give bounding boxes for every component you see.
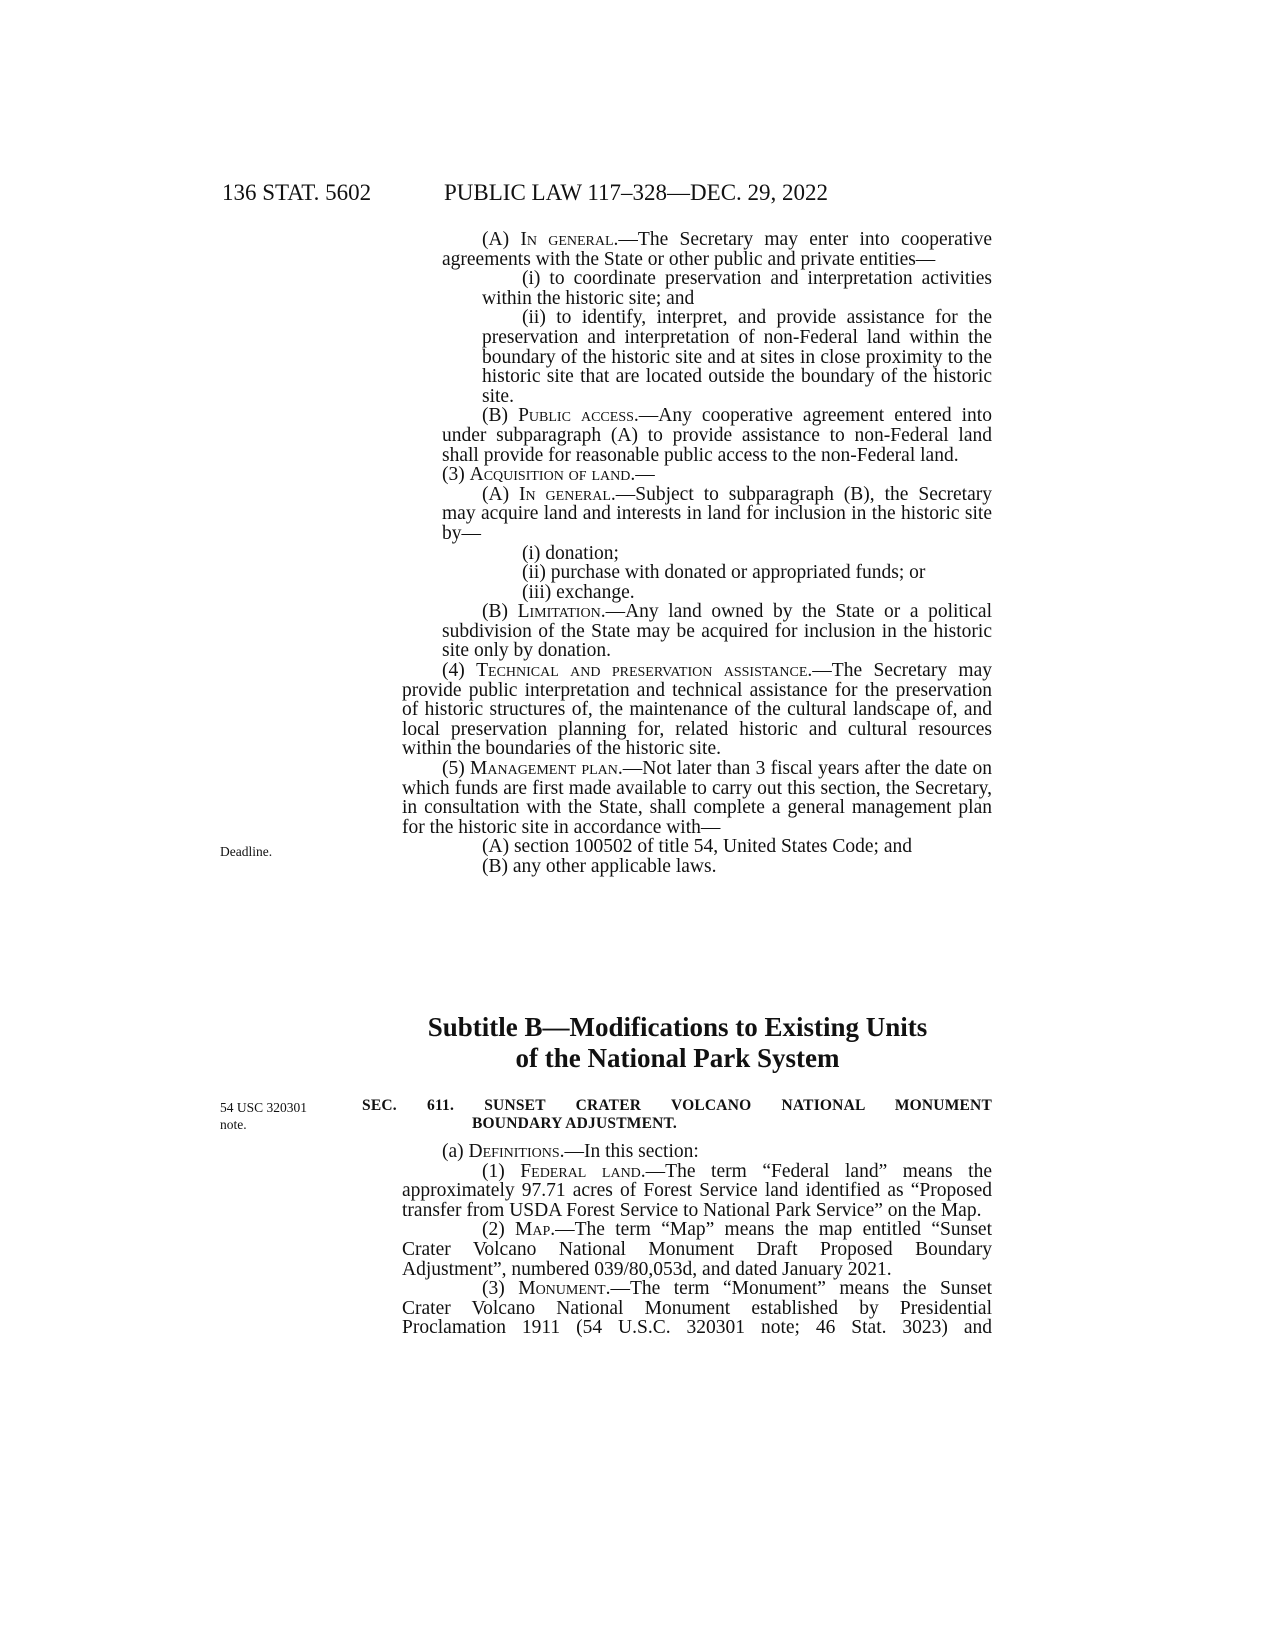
paragraph-5A: (A) section 100502 of title 54, United States Code; and (482, 836, 913, 858)
statute-body-section-611 (402, 1142, 992, 1338)
paragraph-4: (4) Technical and preservation assistance.—The Secretary may provide public interpretation and technical assistance for the preservation of historic structures of, the maintenance of the cultural landscape of, and local preservation planning for, related historic and cultural resources within the boundaries of the historic site. (402, 660, 993, 760)
paragraph-3B: (B) Limitation.—Any land owned by the State or a political subdivision of the State may be acquired for inclusion in the historic site only by donation. (442, 601, 992, 662)
paragraph-3A: (A) In general.—Subject to subparagraph (B), the Secretary may acquire land and interests in land for inclusion in the historic site by— (442, 483, 992, 544)
section-heading-line-2: BOUNDARY ADJUSTMENT. (472, 1115, 677, 1132)
section-heading (362, 1097, 992, 1133)
stat-page-number: 136 STAT. 5602 (222, 180, 372, 205)
definition-3: (3) Monument.—The term “Monument” means the Sunset Crater Volcano National Monument established by Presidential Proclamation 1911 (54 U.S.C. 320301 note; 46 Stat. 3023) and (402, 1278, 992, 1339)
subtitle-line-2: of the National Park System (515, 1043, 840, 1073)
definition-2: (2) Map.—The term “Map” means the map entitled “Sunset Crater Volcano National Monument Draft Proposed Boundary Adjustment”, numbered 039/80,053d, and dated January 2021. (402, 1219, 992, 1280)
paragraph-5: (5) Management plan.—Not later than 3 fiscal years after the date on which funds are first made available to carry out this section, the Secretary, in consultation with the State, shall complete a general management plan for the historic site in accordance with— (402, 758, 992, 838)
margin-note-usc-ref (220, 1099, 307, 1133)
law-title-header: PUBLIC LAW 117–328—DEC. 29, 2022 (444, 180, 829, 205)
margin-note-deadline: Deadline. (220, 844, 273, 859)
statute-body-top (402, 230, 992, 877)
definition-1: (1) Federal land.—The term “Federal land” means the approximately 97.71 acres of Forest Service land identified as “Proposed transfer from USDA Forest Service to National Park Service” on the Map. (402, 1160, 992, 1221)
subsection-a: (a) Definitions.—In this section: (442, 1141, 699, 1162)
clause-3Aiii: (iii) exchange. (522, 581, 635, 603)
usc-ref-line-2: note. (220, 1117, 247, 1132)
paragraph-5B: (B) any other applicable laws. (482, 856, 717, 877)
clause-2Ai: (i) to coordinate preservation and interpretation activities within the historic site; and (482, 268, 992, 309)
paragraph-2B: (B) Public access.—Any cooperative agreement entered into under subparagraph (A) to provide assistance to non-Federal land shall provide for reasonable public access to the non-Federal land. (442, 405, 992, 466)
clause-3Aii: (ii) purchase with donated or appropriated funds; or (522, 562, 926, 584)
paragraph-3: (3) Acquisition of land.— (442, 464, 655, 486)
clause-2Aii: (ii) to identify, interpret, and provide assistance for the preservation and interpretation of non-Federal land within the boundary of the historic site and at sites in close proximity to the historic site that are located outside the boundary of the historic site. (482, 307, 992, 407)
subtitle-heading (360, 1012, 995, 1074)
paragraph-2A: (A) In general.—The Secretary may enter into cooperative agreements with the State or other public and private entities— (442, 229, 993, 270)
section-heading-line-1: SEC. 611. SUNSET CRATER VOLCANO NATIONAL MONUMENT (362, 1097, 992, 1114)
usc-ref-line-1: 54 USC 320301 (220, 1100, 308, 1115)
subtitle-line-1: Subtitle B—Modifications to Existing Units (427, 1012, 928, 1042)
clause-3Ai: (i) donation; (522, 542, 619, 564)
